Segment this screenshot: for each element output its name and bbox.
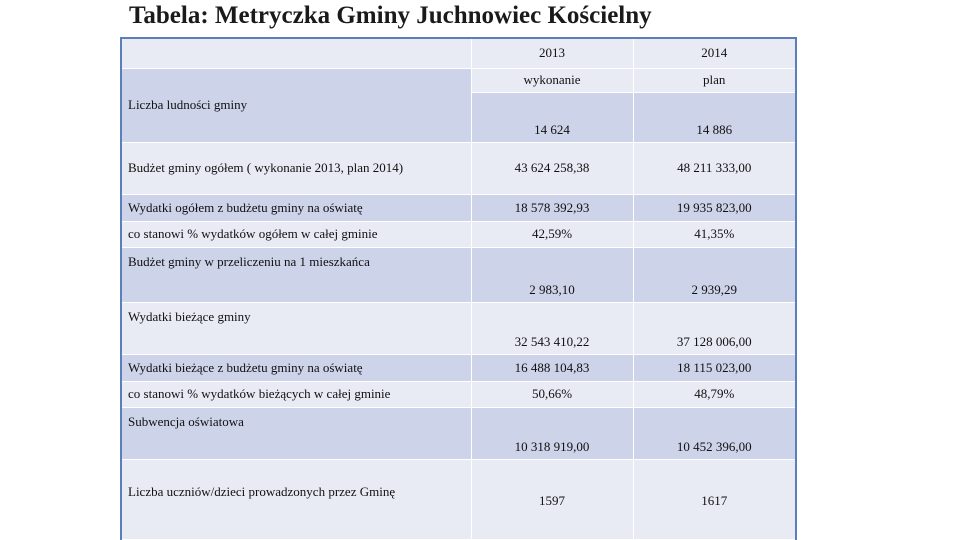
cell-current-share-2014: 48,79%: [633, 381, 796, 407]
cell-current-education-2013: 16 488 104,83: [471, 354, 633, 381]
cell-budget-total-2014: 48 211 333,00: [633, 142, 796, 194]
table-row: [121, 407, 796, 459]
row-label-budget-total: Budżet gminy ogółem ( wykonanie 2013, plan 2014): [121, 142, 471, 194]
cell-education-share-2013: 42,59%: [471, 221, 633, 247]
row-label-education-expenses: Wydatki ogółem z budżetu gminy na oświatę: [121, 194, 471, 221]
table-row: [121, 459, 796, 539]
table-header-years: [121, 38, 796, 68]
cell-education-expenses-2013: 18 578 392,93: [471, 194, 633, 221]
cell-current-expenses-2013: 32 543 410,22: [471, 302, 633, 354]
row-label-education-share: co stanowi % wydatków ogółem w całej gminie: [121, 221, 471, 247]
table-row: [121, 381, 796, 407]
page-title: Tabela: Metryczka Gminy Juchnowiec Kościelny: [129, 2, 652, 29]
cell-current-expenses-2014: 37 128 006,00: [633, 302, 796, 354]
header-year-2013: 2013: [471, 38, 633, 68]
row-label-population: Liczba ludności gminy: [121, 68, 471, 142]
cell-current-share-2013: 50,66%: [471, 381, 633, 407]
cell-budget-total-2013: 43 624 258,38: [471, 142, 633, 194]
cell-students-2014: 1617: [633, 459, 796, 539]
row-label-students: Liczba uczniów/dzieci prowadzonych przez Gminę: [121, 459, 471, 539]
metrics-table: [120, 37, 797, 540]
header-year-2014: 2014: [633, 38, 796, 68]
table-header-sub: [121, 68, 796, 92]
table-row: [121, 247, 796, 302]
row-label-current-expenses: Wydatki bieżące gminy: [121, 302, 471, 354]
row-label-budget-per-capita: Budżet gminy w przeliczeniu na 1 mieszkańca: [121, 247, 471, 302]
cell-current-education-2014: 18 115 023,00: [633, 354, 796, 381]
table-row: [121, 194, 796, 221]
header-corner: [121, 38, 471, 68]
row-label-current-share: co stanowi % wydatków bieżących w całej gminie: [121, 381, 471, 407]
table-row: [121, 142, 796, 194]
header-sub-2013: wykonanie: [471, 68, 633, 92]
table-row: [121, 302, 796, 354]
row-label-education-subsidy: Subwencja oświatowa: [121, 407, 471, 459]
cell-students-2013: 1597: [471, 459, 633, 539]
table-row: [121, 354, 796, 381]
row-label-current-education: Wydatki bieżące z budżetu gminy na oświatę: [121, 354, 471, 381]
cell-education-subsidy-2014: 10 452 396,00: [633, 407, 796, 459]
table-row: [121, 221, 796, 247]
cell-education-expenses-2014: 19 935 823,00: [633, 194, 796, 221]
cell-population-2014: 14 886: [633, 92, 796, 142]
cell-budget-per-capita-2013: 2 983,10: [471, 247, 633, 302]
cell-budget-per-capita-2014: 2 939,29: [633, 247, 796, 302]
cell-education-share-2014: 41,35%: [633, 221, 796, 247]
cell-education-subsidy-2013: 10 318 919,00: [471, 407, 633, 459]
header-sub-2014: plan: [633, 68, 796, 92]
cell-population-2013: 14 624: [471, 92, 633, 142]
